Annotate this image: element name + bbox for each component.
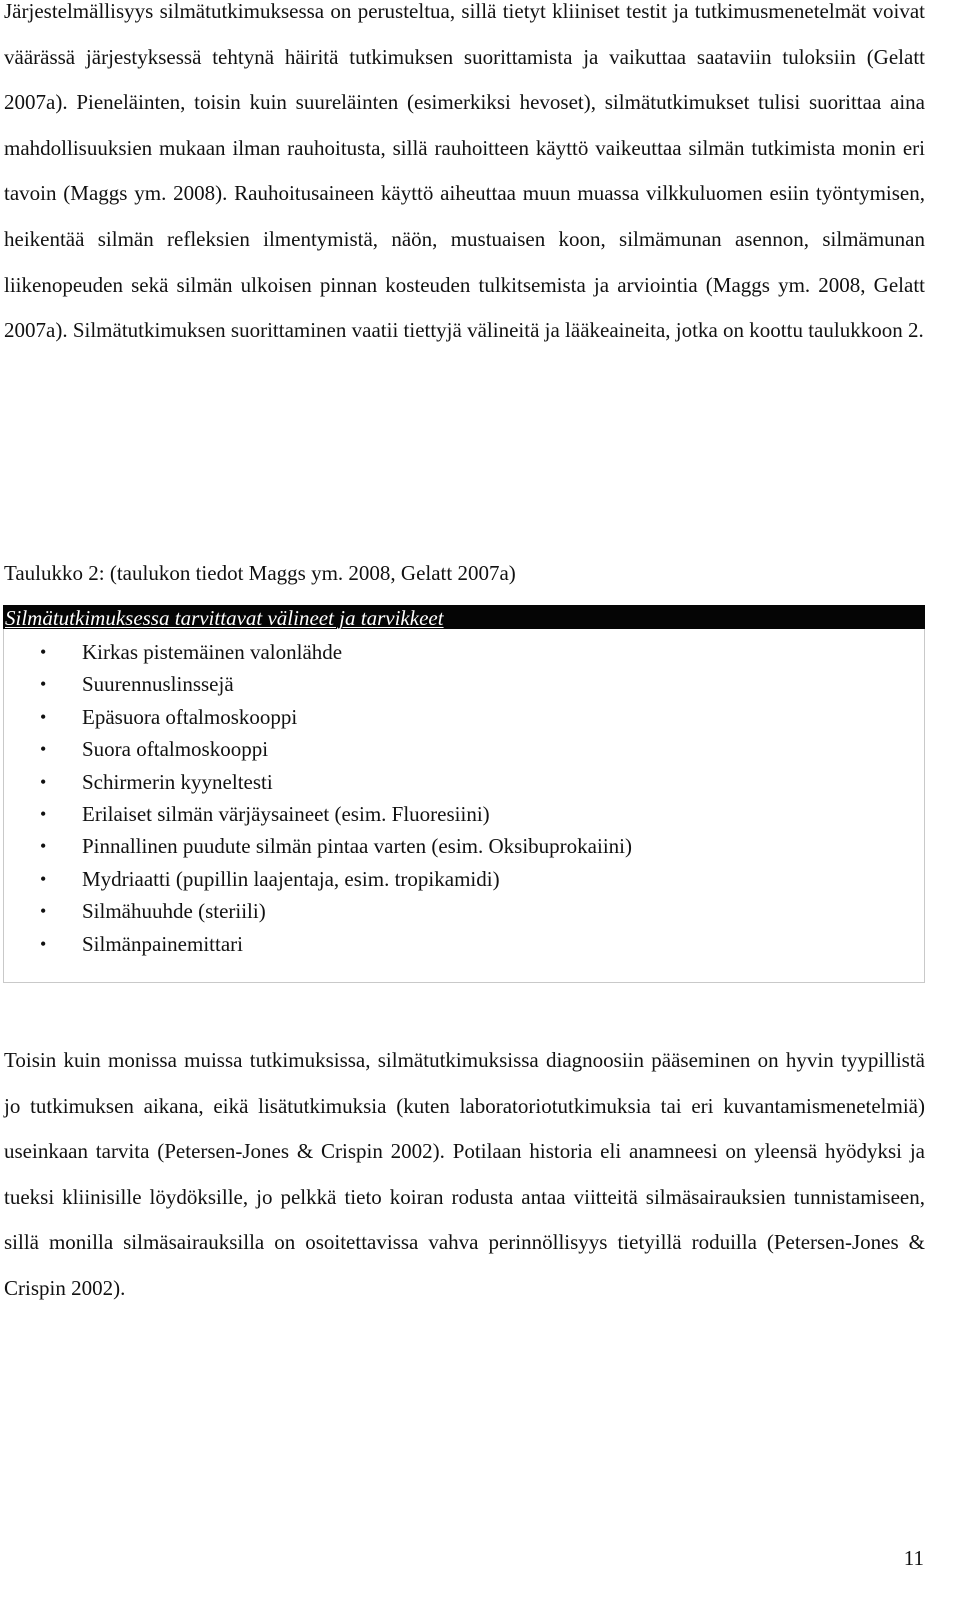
bullet-icon: •: [40, 804, 47, 825]
list-item: [4, 668, 632, 700]
bullet-icon: •: [40, 933, 47, 954]
list-item: [4, 701, 632, 733]
list-item-text: Suora oftalmoskooppi: [82, 737, 269, 762]
list-item: [4, 636, 632, 668]
bullet-icon: •: [40, 901, 47, 922]
list-item: [4, 830, 632, 862]
paragraph-intro: Järjestelmällisyys silmätutkimuksessa on perusteltua, sillä tietyt kliiniset testit ja tutkimusmenetelmät voivat väärässä järjestyksessä tehtynä häiritä tutkimuksen suorittamista ja vaikuttaa saataviin tuloksiin (Gelatt 2007a). Pieneläinten, toisin kuin suureläinten (esimerkiksi hevoset), silmätutkimukset tulisi suorittaa aina mahdollisuuksien mukaan ilman rauhoitusta, sillä rauhoitteen käyttö vaikeuttaa silmän tutkimista monin eri tavoin (Maggs ym. 2008). Rauhoitusaineen käyttö aiheuttaa muun muassa vilkkuluomen esiin työntymisen, heikentää silmän refleksien ilmentymistä, näön, mustuaisen koon, silmämunan asennon, silmämunan liikenopeuden sekä silmän ulkoisen pinnan kosteuden tulkitsemista ja arviointia (Maggs ym. 2008, Gelatt 2007a). Silmätutkimuksen suorittaminen vaatii tiettyjä välineitä ja lääkeaineita, jotka on koottu taulukkoon 2.: [4, 0, 925, 343]
list-item-text: Epäsuora oftalmoskooppi: [82, 704, 298, 729]
page-number: 11: [903, 1546, 924, 1570]
list-item-text: Kirkas pistemäinen valonlähde: [82, 640, 343, 664]
equipment-table: [3, 605, 925, 983]
list-item: [4, 895, 632, 927]
equipment-list: [4, 636, 632, 960]
list-item-text: Erilaiset silmän värjäysaineet (esim. Fluoresiini): [82, 802, 490, 827]
list-item: [4, 928, 632, 960]
paragraph-diagnosis: Toisin kuin monissa muissa tutkimuksissa, silmätutkimuksissa diagnoosiin pääseminen on hyvin tyypillistä jo tutkimuksen aikana, eikä lisätutkimuksia (kuten laboratoriotutkimuksia tai eri kuvantamismenetelmiä) useinkaan tarvita (Petersen-Jones & Crispin 2002). Potilaan historia eli anamneesi on yleensä hyödyksi ja tueksi kliinisille löydöksille, jo pelkkä tieto koiran rodusta antaa viitteitä silmäsairauksien tunnistamiseen, sillä monilla silmäsairauksilla on osoitettavissa vahva perinnöllisyys tietyillä roduilla (Petersen-Jones & Crispin 2002).: [4, 1048, 925, 1300]
bullet-icon: •: [40, 674, 47, 695]
list-item: [4, 766, 632, 798]
list-item: [4, 863, 632, 895]
list-item-text: Silmänpainemittari: [82, 931, 243, 956]
bullet-icon: •: [40, 836, 47, 857]
table-caption: Taulukko 2: (taulukon tiedot Maggs ym. 2008, Gelatt 2007a): [4, 561, 516, 585]
list-item-text: Mydriaatti (pupillin laajentaja, esim. tropikamidi): [82, 866, 500, 891]
list-item: [4, 798, 632, 830]
bullet-icon: •: [40, 739, 47, 760]
bullet-icon: •: [40, 642, 47, 662]
list-item-text: Pinnallinen puudute silmän pintaa varten (esim. Oksibuprokaiini): [82, 834, 632, 859]
table-header-text: Silmätutkimuksessa tarvittavat välineet ja tarvikkeet: [5, 606, 444, 630]
bullet-icon: •: [40, 868, 47, 889]
list-item-text: Suurennuslinssejä: [82, 672, 234, 697]
bullet-icon: •: [40, 706, 47, 727]
list-item: [4, 733, 632, 765]
bullet-icon: •: [40, 771, 47, 792]
table-header: [3, 605, 925, 629]
list-item-text: Silmähuuhde (steriili): [82, 899, 266, 924]
list-item-text: Schirmerin kyyneltesti: [82, 769, 273, 794]
